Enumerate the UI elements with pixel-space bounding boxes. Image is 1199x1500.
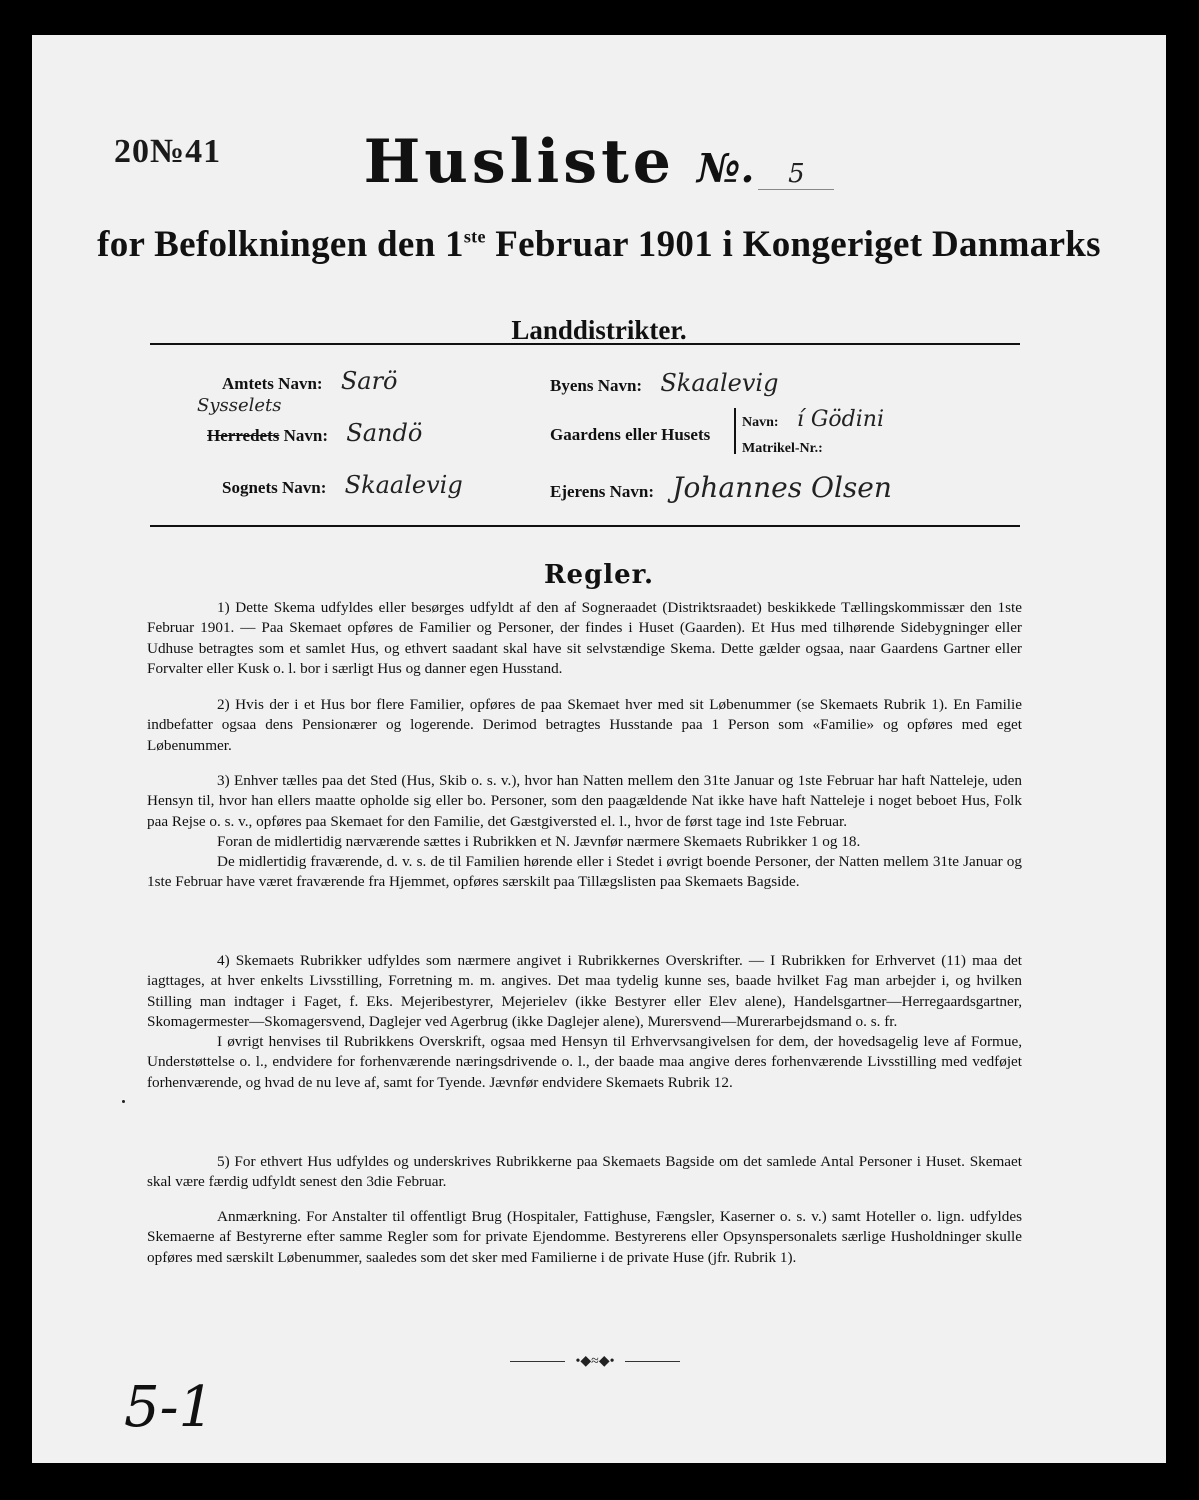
rule-4-text: 4) Skemaets Rubrikker udfyldes som nærmere angivet i Rubrikkernes Overskrifter. — I Rubrikken for Erhvervet (11) maa det iagttages, at hver enkelts Livsstilling, Forretning m. m. angives. Det maa tydelig kunne ses, baade hvilket Fag man arbejder i, og hvilken Stilling man indtager i Faget, f. Eks. Mejeribestyrer, Mejerielev (ikke Bestyrer eller Elev alene), Handelsgartner—Herregaardsgartner, Skomagermester—Skomagersvend, Daglejer ved Agerbrug (ikke Daglejer alene), Murersvend—Murerarbejdsmand o. s. fr. <box>147 952 1022 1030</box>
matrikel-field <box>742 437 823 457</box>
gaard-navn-value: í Gödini <box>796 407 884 432</box>
herred-correction-value: Sysselets <box>197 395 282 416</box>
gaard-field <box>550 425 710 445</box>
herred-label-suffix: Navn: <box>279 426 329 445</box>
rule-5 <box>147 1152 1022 1193</box>
rule-1-text: 1) Dette Skema udfyldes eller besørges udfyldt af den af Sogneraadet (Distriktsraadet) beskikkede Tællingskommissær den 1ste Februar 1901. — Paa Skemaet opføres de Familier og Personer, der findes i Huset (Gaarden). Et Hus med tilhørende Sidebygninger eller Udhuse betragtes som et samlet Hus, og ethvert saadant skal have sit selvstændige Skema. Dette gælder ogsaa, naar Gaardens Gartner eller Forvalter eller Kusk o. l. bor i særligt Hus og danner egen Husstand. <box>147 599 1022 677</box>
rule-3-text: 3) Enhver tælles paa det Sted (Hus, Skib o. s. v.), hvor han Natten mellem den 31te Januar og 1ste Februar har haft Natteleje, uden Hensyn til, hvor han ellers maatte opholde sig eller bo. Personer, som den paagældende Nat ikke have haft Natteleje i noget beboet Hus, Folk paa Rejse o. s. v., opføres paa Skemaet for den Familie, det Gæstgiversted el. l., hvor de først tage ind 1ste Februar. <box>147 772 1022 830</box>
census-form-sheet <box>32 35 1166 1463</box>
annotation <box>147 1207 1022 1268</box>
ornament-line-right <box>625 1361 680 1362</box>
subtitle-post: Februar 1901 i Kongeriget Danmarks <box>485 224 1101 265</box>
rule-4 <box>147 951 1022 1093</box>
number-sign: №. <box>696 145 755 192</box>
herred-field <box>207 419 422 447</box>
rule-4-text-b: I øvrigt henvises til Rubrikkens Overskrift, ogsaa med Hensyn til Erhvervsangivelsen for dem, der hovedsagelig leve af Formue, Understøttelse o. l., endvidere for forhenværende næringsdrivende o. l., der baade maa angive deres forhenværende Livsstilling med vedføjet forhenværende, og hvad de nu leve af, samt for Tyende. Jævnfør endvidere Skemaets Rubrik 12. <box>147 1033 1022 1091</box>
form-subtitle-districts: Landdistrikter. <box>511 315 687 345</box>
sogn-value: Skaalevig <box>344 471 463 499</box>
gaard-label: Gaardens eller Husets <box>550 425 711 444</box>
margin-dot <box>122 1100 125 1103</box>
by-field <box>550 369 778 397</box>
herred-correction <box>197 395 282 416</box>
subtitle-sup: ste <box>463 226 486 247</box>
sogn-field <box>222 471 463 499</box>
herred-value: Sandö <box>346 419 423 447</box>
rule-2 <box>147 695 1022 756</box>
ornament-line-left <box>510 1361 565 1362</box>
ornament-divider <box>510 1353 680 1370</box>
subtitle-pre: for Befolkningen den 1 <box>97 224 464 265</box>
by-value: Skaalevig <box>660 369 779 397</box>
gaard-bracket <box>734 408 738 454</box>
herred-label: Herredets <box>207 426 280 445</box>
house-number-value: 5 <box>758 159 834 190</box>
form-title: Husliste <box>363 127 675 197</box>
amt-field <box>222 367 398 395</box>
rule-3-text-c: De midlertidig fraværende, d. v. s. de til Familien hørende eller i Stedet i øvrigt boende Personer, der Natten mellem 31te Januar og 1ste Februar have været fraværende fra Hjemmet, opføres særskilt paa Tillægslisten paa Skemaets Bagside. <box>147 853 1022 891</box>
form-subtitle <box>32 223 1166 266</box>
archive-number: 20№41 <box>114 133 222 170</box>
rule-1 <box>147 598 1022 679</box>
matrikel-label: Matrikel-Nr.: <box>742 441 823 456</box>
ornament-glyph: •◆≈◆• <box>575 1354 615 1369</box>
ejer-label: Ejerens Navn: <box>550 482 655 501</box>
rule-2-text: 2) Hvis der i et Hus bor flere Familier, opføres de paa Skemaet hver med sit Løbenummer (se Skemaets Rubrik 1). En Familie indbefatter ogsaa dens Pensionærer og logerende. Derimod betragtes Husstande paa 1 Person som «Familie» og opføres med eget Løbenummer. <box>147 696 1022 754</box>
gaard-navn-field <box>742 407 884 432</box>
top-divider <box>150 343 1020 345</box>
rule-5-text: 5) For ethvert Hus udfyldes og underskrives Rubrikkerne paa Skemaets Bagside om det samlede Antal Personer i Huset. Skemaet skal være færdig udfyldt senest den 3die Februar. <box>147 1153 1022 1191</box>
sogn-label: Sognets Navn: <box>222 478 327 497</box>
amt-label: Amtets Navn: <box>222 374 323 393</box>
title-row <box>32 127 1166 197</box>
bottom-divider <box>150 525 1020 527</box>
gaard-navn-label: Navn: <box>742 415 779 430</box>
amt-value: Sarö <box>340 367 398 395</box>
ejer-field <box>550 471 892 504</box>
rule-3 <box>147 771 1022 893</box>
rules-heading: Regler. <box>543 560 655 590</box>
by-label: Byens Navn: <box>550 376 643 395</box>
annotation-text: Anmærkning. For Anstalter til offentligt Brug (Hospitaler, Fattighuse, Fængsler, Kaserner o. s. v.) samt Hoteller o. lign. udfyldes Skemaerne af Bestyrerne efter samme Regler som for private Ejendomme. Bestyrerens eller Opsynspersonalets særlige Husholdninger skulle opføres med særskilt Løbenummer, saaledes som det sker med Familierne i de private Huse (jfr. Rubrik 1). <box>147 1208 1022 1266</box>
ejer-value: Johannes Olsen <box>672 471 892 504</box>
rule-3-text-b: Foran de midlertidig nærværende sættes i Rubrikken et N. Jævnfør nærmere Skemaets Rubrikker 1 og 18. <box>217 832 861 850</box>
handwritten-note: 5-1 <box>124 1375 215 1440</box>
